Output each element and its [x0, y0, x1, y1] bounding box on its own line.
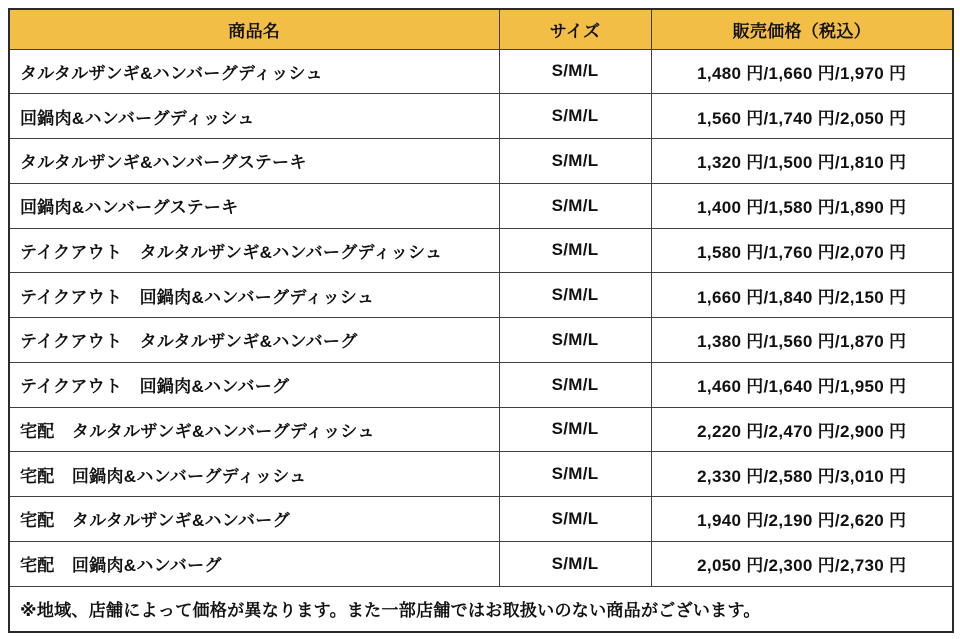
size-cell: S/M/L — [499, 407, 651, 452]
price-cell: 1,320 円/1,500 円/1,810 円 — [651, 139, 953, 184]
table-row — [9, 452, 953, 497]
column-header-size: サイズ — [499, 9, 651, 49]
price-cell: 2,050 円/2,300 円/2,730 円 — [651, 541, 953, 586]
price-cell: 1,480 円/1,660 円/1,970 円 — [651, 49, 953, 94]
product-name-cell: テイクアウト タルタルザンギ&ハンバーグディッシュ — [9, 228, 499, 273]
size-cell: S/M/L — [499, 452, 651, 497]
column-header-price: 販売価格（税込） — [651, 9, 953, 49]
price-cell: 2,220 円/2,470 円/2,900 円 — [651, 407, 953, 452]
product-name-cell: テイクアウト 回鍋肉&ハンバーグ — [9, 362, 499, 407]
size-cell: S/M/L — [499, 541, 651, 586]
column-header-product-name: 商品名 — [9, 9, 499, 49]
product-name-cell: 宅配 回鍋肉&ハンバーグディッシュ — [9, 452, 499, 497]
price-cell: 1,380 円/1,560 円/1,870 円 — [651, 318, 953, 363]
product-name-cell: 回鍋肉&ハンバーグディッシュ — [9, 94, 499, 139]
size-cell: S/M/L — [499, 362, 651, 407]
size-cell: S/M/L — [499, 183, 651, 228]
size-cell: S/M/L — [499, 49, 651, 94]
price-cell: 1,580 円/1,760 円/2,070 円 — [651, 228, 953, 273]
size-cell: S/M/L — [499, 139, 651, 184]
product-name-cell: 宅配 タルタルザンギ&ハンバーグ — [9, 497, 499, 542]
table-row — [9, 49, 953, 94]
product-name-cell: 回鍋肉&ハンバーグステーキ — [9, 183, 499, 228]
price-cell: 1,560 円/1,740 円/2,050 円 — [651, 94, 953, 139]
table-row — [9, 541, 953, 586]
size-cell: S/M/L — [499, 94, 651, 139]
table-row — [9, 362, 953, 407]
table-row — [9, 273, 953, 318]
table-row — [9, 183, 953, 228]
table-row — [9, 94, 953, 139]
product-name-cell: テイクアウト タルタルザンギ&ハンバーグ — [9, 318, 499, 363]
price-cell: 1,460 円/1,640 円/1,950 円 — [651, 362, 953, 407]
table-row — [9, 228, 953, 273]
price-cell: 2,330 円/2,580 円/3,010 円 — [651, 452, 953, 497]
footnote-row — [9, 586, 953, 632]
price-cell: 1,660 円/1,840 円/2,150 円 — [651, 273, 953, 318]
table-row — [9, 139, 953, 184]
table-row — [9, 497, 953, 542]
price-cell: 1,400 円/1,580 円/1,890 円 — [651, 183, 953, 228]
product-name-cell: タルタルザンギ&ハンバーグステーキ — [9, 139, 499, 184]
header-row — [9, 9, 953, 49]
product-name-cell: 宅配 タルタルザンギ&ハンバーグディッシュ — [9, 407, 499, 452]
price-table — [8, 8, 954, 633]
size-cell: S/M/L — [499, 318, 651, 363]
product-name-cell: タルタルザンギ&ハンバーグディッシュ — [9, 49, 499, 94]
size-cell: S/M/L — [499, 228, 651, 273]
size-cell: S/M/L — [499, 273, 651, 318]
footnote-text: ※地域、店舗によって価格が異なります。また一部店舗ではお取扱いのない商品がございます。 — [9, 586, 953, 632]
product-name-cell: 宅配 回鍋肉&ハンバーグ — [9, 541, 499, 586]
table-header — [9, 9, 953, 49]
table-body — [9, 49, 953, 586]
table-footer — [9, 586, 953, 632]
size-cell: S/M/L — [499, 497, 651, 542]
product-name-cell: テイクアウト 回鍋肉&ハンバーグディッシュ — [9, 273, 499, 318]
price-cell: 1,940 円/2,190 円/2,620 円 — [651, 497, 953, 542]
table-row — [9, 407, 953, 452]
table-row — [9, 318, 953, 363]
